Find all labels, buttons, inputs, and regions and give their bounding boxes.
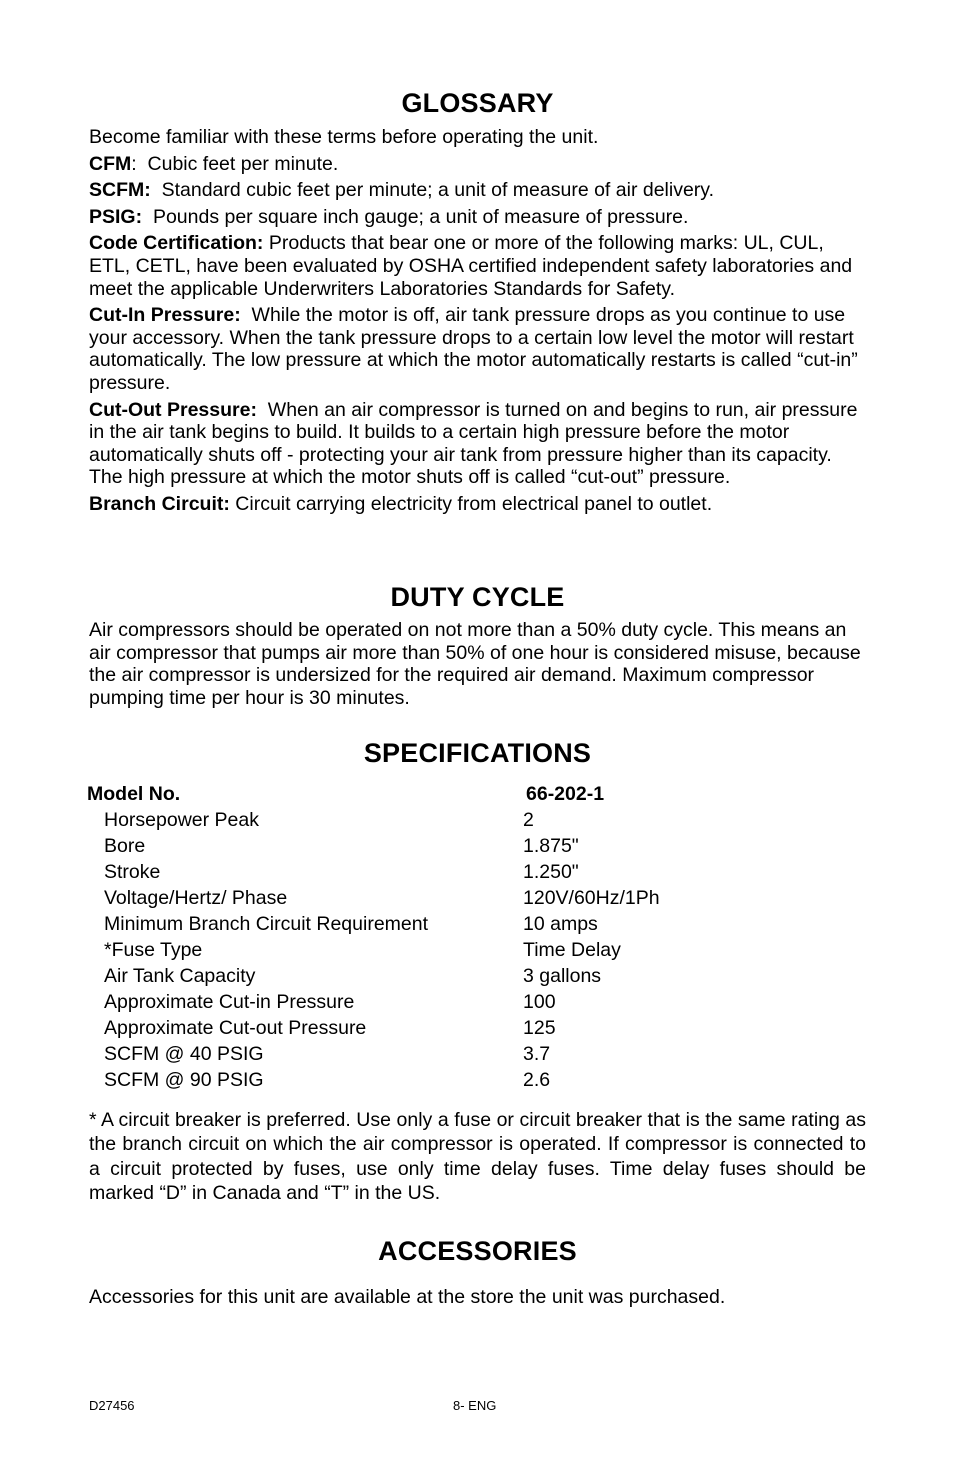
duty-cycle-section — [89, 582, 866, 709]
glossary-def: When an air compressor is turned on and begins to run, air pressure in the air tank begins to build. It builds to a certain high pressure before the motor automatically shuts off - protecting your air tank from pressure higher than its capacity. The high pressure at which the motor shuts off is called “cut-out” pressure. — [89, 398, 858, 489]
footer-doc-number: D27456 — [89, 1398, 135, 1413]
glossary-item-cut-in — [89, 304, 866, 394]
spec-value: 1.250" — [523, 861, 579, 883]
glossary-item-code-certification — [89, 232, 866, 300]
duty-cycle-title: DUTY CYCLE — [390, 582, 565, 612]
accessories-section — [89, 1236, 866, 1309]
glossary-term: PSIG: — [89, 205, 143, 228]
glossary-def: While the motor is off, air tank pressure drops as you continue to use your accessory. When the tank pressure drops to a certain low level the motor will restart automatically. The low pressure at which the motor automatically restarts is called “cut-in” pressure. — [89, 304, 858, 394]
glossary-term: SCFM: — [89, 179, 151, 202]
glossary-term: CFM — [89, 152, 132, 175]
spec-value: 10 amps — [523, 913, 598, 935]
spec-label: Stroke — [104, 861, 161, 883]
spec-header-value: 66-202-1 — [526, 783, 605, 805]
glossary-intro: Become familiar with these terms before operating the unit. — [89, 126, 599, 148]
spec-label: *Fuse Type — [104, 939, 203, 961]
spec-value: 120V/60Hz/1Ph — [523, 887, 660, 909]
spec-row — [87, 887, 787, 913]
spec-row — [87, 1069, 787, 1095]
spec-label: Voltage/Hertz/ Phase — [104, 887, 288, 909]
glossary-def: Pounds per square inch gauge; a unit of measure of pressure. — [152, 205, 689, 228]
footer-page-number: 8- ENG — [453, 1398, 497, 1413]
spec-label: SCFM @ 90 PSIG — [104, 1069, 264, 1091]
spec-row — [87, 939, 787, 965]
spec-value: Time Delay — [523, 939, 621, 961]
spec-label: Horsepower Peak — [104, 809, 259, 831]
spec-value: 125 — [523, 1017, 556, 1039]
accessories-text: Accessories for this unit are available at the store the unit was purchased. — [89, 1286, 726, 1308]
spec-row — [87, 991, 787, 1017]
glossary-sep — [151, 179, 162, 201]
spec-row — [87, 965, 787, 991]
spec-label: Bore — [104, 835, 146, 857]
spec-value: 1.875" — [523, 835, 579, 857]
glossary-list — [89, 126, 866, 516]
spec-label: Approximate Cut-in Pressure — [104, 991, 355, 1013]
glossary-title: GLOSSARY — [401, 88, 554, 118]
spec-label: Minimum Branch Circuit Requirement — [104, 913, 429, 935]
spec-row — [87, 835, 787, 861]
glossary-sep — [142, 206, 153, 228]
duty-cycle-text: Air compressors should be operated on not more than a 50% duty cycle. This means an air compressor that pumps air more than 50% of one hour is considered misuse, because the air compressor is undersized for the required air demand. Maximum compressor pumping time per hour is 30 minutes. — [89, 619, 861, 709]
glossary-sep — [257, 399, 268, 421]
spec-row — [87, 861, 787, 887]
accessories-title: ACCESSORIES — [378, 1236, 577, 1266]
glossary-def: Circuit carrying electricity from electrical panel to outlet. — [235, 492, 713, 515]
spec-value: 2.6 — [523, 1069, 551, 1091]
glossary-def: Products that bear one or more of the following marks: UL, CUL, ETL, CETL, have been evaluated by OSHA certified independent safety laboratories and meet the applicable Underwriters Laboratories Standards for Safety. — [89, 232, 853, 300]
spec-header-label: Model No. — [87, 783, 181, 805]
glossary-sep: : — [131, 152, 148, 175]
glossary-item-scfm — [89, 179, 866, 202]
spec-label: Approximate Cut-out Pressure — [104, 1017, 367, 1039]
glossary-sep — [241, 304, 252, 326]
glossary-item-branch-circuit — [89, 493, 866, 516]
spec-row — [87, 1017, 787, 1043]
glossary-def: Standard cubic feet per minute; a unit of measure of air delivery. — [161, 179, 715, 202]
specifications-section — [89, 738, 866, 769]
specifications-title: SPECIFICATIONS — [363, 738, 592, 768]
glossary-section — [89, 88, 866, 520]
glossary-def: Cubic feet per minute. — [147, 152, 339, 175]
spec-value: 3 gallons — [523, 965, 602, 987]
glossary-item-psig — [89, 206, 866, 229]
spec-row — [87, 1043, 787, 1069]
spec-header-row — [87, 783, 787, 809]
spec-footnote-block — [89, 1108, 866, 1205]
spec-value: 2 — [523, 809, 534, 831]
glossary-term: Cut-In Pressure: — [89, 304, 241, 327]
glossary-item-cfm — [89, 153, 866, 176]
spec-footnote: * A circuit breaker is preferred. Use only a fuse or circuit breaker that is the same rating as the branch circuit on which the air compressor is operated. If compressor is connected to a circuit protected by fuses, use only time delay fuses. Time delay fuses should be marked “D” in Canada and “T” in the US. — [89, 1109, 866, 1204]
glossary-item-cut-out — [89, 399, 866, 489]
spec-label: Air Tank Capacity — [104, 965, 256, 987]
glossary-term: Branch Circuit: — [89, 492, 230, 515]
spec-value: 100 — [523, 991, 556, 1013]
spec-value: 3.7 — [523, 1043, 551, 1065]
spec-row — [87, 913, 787, 939]
spec-label: SCFM @ 40 PSIG — [104, 1043, 264, 1065]
glossary-term: Code Certification: — [89, 232, 264, 255]
spec-row — [87, 809, 787, 835]
specifications-table — [87, 783, 787, 1095]
glossary-term: Cut-Out Pressure: — [89, 398, 257, 421]
